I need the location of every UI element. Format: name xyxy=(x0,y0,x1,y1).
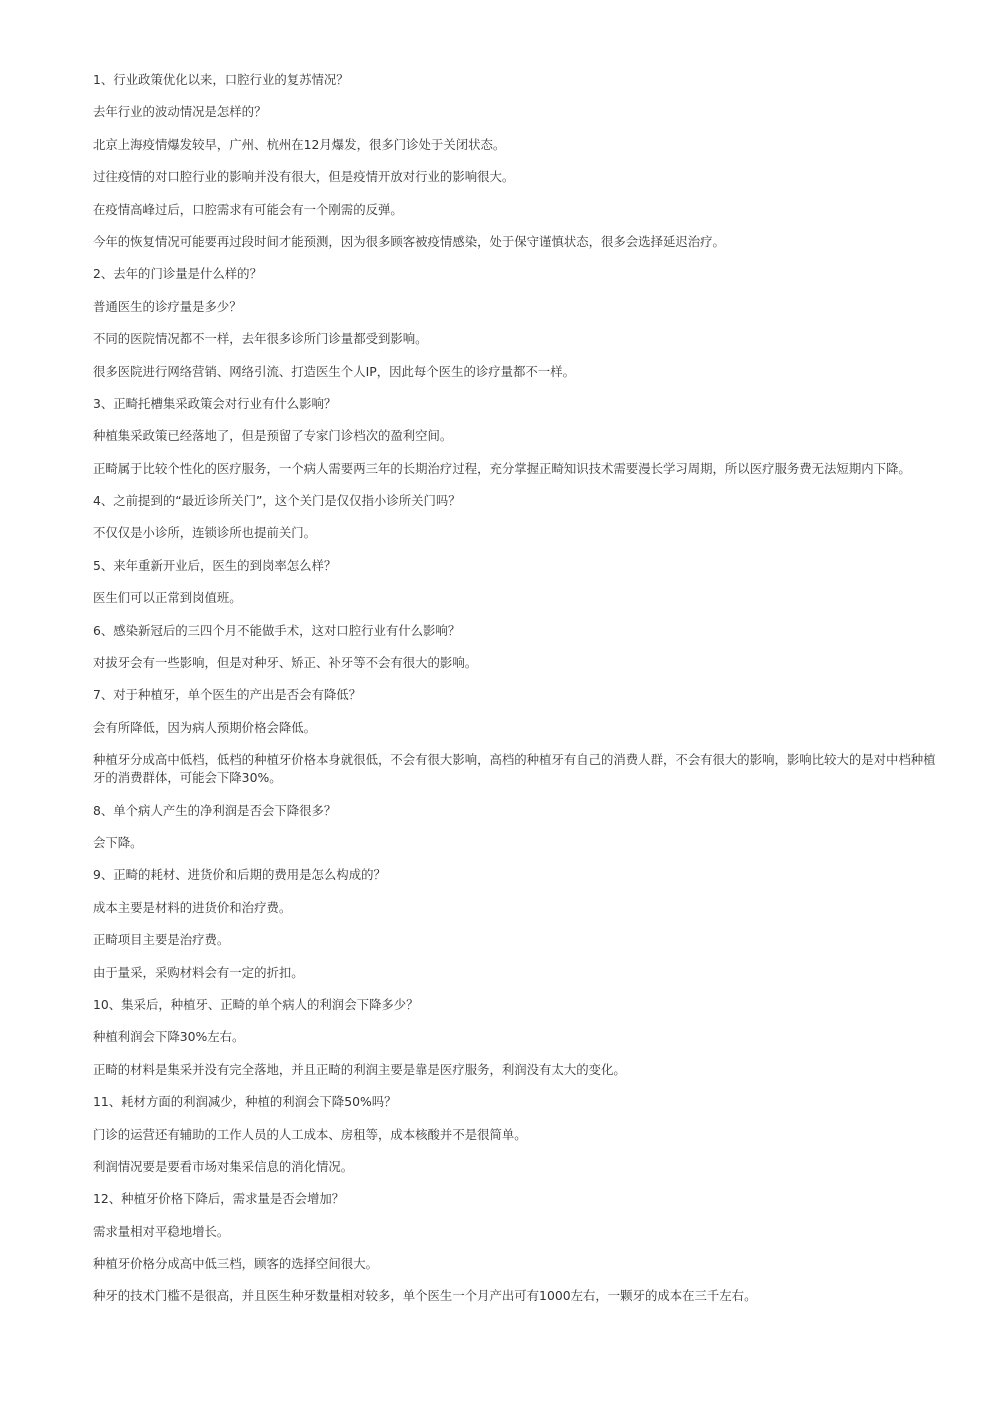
answer-paragraph: 种植牙分成高中低档，低档的种植牙价格本身就很低，不会有很大影响，高档的种植牙有自己的消费人群，不会有很大的影响，影响比较大的是对中档种植牙的消费群体，可能会下降30%。 xyxy=(93,752,936,786)
question-6: 6、感染新冠后的三四个月不能做手术，这对口腔行业有什么影响？ xyxy=(93,622,461,638)
answer-paragraph: 正畸属于比较个性化的医疗服务，一个病人需要两三年的长期治疗过程，充分掌握正畸知识技术需要漫长学习周期，所以医疗服务费无法短期内下降。 xyxy=(93,460,911,476)
question-1: 1、行业政策优化以来，口腔行业的复苏情况？ xyxy=(93,72,349,87)
answer-paragraph: 很多医院进行网络营销、网络引流、打造医生个人IP，因此每个医生的诊疗量都不一样。 xyxy=(93,363,575,379)
answer-paragraph: 种牙的技术门槛不是很高，并且医生种牙数量相对较多，单个医生一个月产出可有1000左右，一颗牙的成本在三千左右。 xyxy=(93,1288,757,1304)
answer-paragraph: 今年的恢复情况可能要再过段时间才能预测，因为很多顾客被疫情感染，处于保守谨慎状态，很多会选择延迟治疗。 xyxy=(93,233,725,249)
question-8: 8、单个病人产生的净利润是否会下降很多？ xyxy=(93,802,337,818)
answer-paragraph: 会下降。 xyxy=(93,834,143,850)
answer-paragraph: 需求量相对平稳地增长。 xyxy=(93,1223,230,1239)
answer-paragraph: 利润情况要是要看市场对集采信息的消化情况。 xyxy=(93,1158,354,1174)
question-10: 10、集采后，种植牙、正畸的单个病人的利润会下降多少？ xyxy=(93,996,419,1012)
answer-paragraph: 种植集采政策已经落地了，但是预留了专家门诊档次的盈利空间。 xyxy=(93,428,453,444)
answer-paragraph: 不同的医院情况都不一样，去年很多诊所门诊量都受到影响。 xyxy=(93,331,428,347)
sub-question: 普通医生的诊疗量是多少？ xyxy=(93,298,242,314)
question-7: 7、对于种植牙，单个医生的产出是否会有降低？ xyxy=(93,687,362,703)
question-9: 9、正畸的耗材、进货价和后期的费用是怎么构成的？ xyxy=(93,867,386,883)
answer-paragraph: 种植牙价格分成高中低三档，顾客的选择空间很大。 xyxy=(93,1256,378,1272)
answer-paragraph: 正畸的材料是集采并没有完全落地，并且正畸的利润主要是靠是医疗服务，利润没有太大的变化。 xyxy=(93,1061,626,1077)
question-12: 12、种植牙价格下降后，需求量是否会增加？ xyxy=(93,1191,345,1207)
question-11: 11、耗材方面的利润减少，种植的利润会下降50%吗？ xyxy=(93,1094,397,1110)
answer-paragraph: 正畸项目主要是治疗费。 xyxy=(93,932,230,948)
answer-paragraph: 成本主要是材料的进货价和治疗费。 xyxy=(93,899,292,915)
answer-paragraph: 对拔牙会有一些影响，但是对种牙、矫正、补牙等不会有很大的影响。 xyxy=(93,655,478,671)
answer-paragraph: 北京上海疫情爆发较早，广州、杭州在12月爆发，很多门诊处于关闭状态。 xyxy=(93,136,506,152)
answer-paragraph: 不仅仅是小诊所，连锁诊所也提前关门。 xyxy=(93,525,317,541)
answer-paragraph: 在疫情高峰过后，口腔需求有可能会有一个刚需的反弹。 xyxy=(93,201,403,217)
answer-paragraph: 门诊的运营还有辅助的工作人员的人工成本、房租等，成本核酸并不是很简单。 xyxy=(93,1126,527,1142)
sub-question: 去年行业的波动情况是怎样的？ xyxy=(93,104,267,120)
question-3: 3、正畸托槽集采政策会对行业有什么影响？ xyxy=(93,395,337,411)
question-2: 2、去年的门诊量是什么样的？ xyxy=(93,266,262,282)
answer-paragraph: 会有所降低，因为病人预期价格会降低。 xyxy=(93,719,317,735)
answer-paragraph: 过往疫情的对口腔行业的影响并没有很大，但是疫情开放对行业的影响很大。 xyxy=(93,169,515,185)
question-4: 4、之前提到的“最近诊所关门”，这个关门是仅仅指小诊所关门吗？ xyxy=(93,493,461,509)
question-5: 5、来年重新开业后，医生的到岗率怎么样？ xyxy=(93,557,337,573)
answer-paragraph: 医生们可以正常到岗值班。 xyxy=(93,590,242,606)
answer-paragraph: 种植利润会下降30%左右。 xyxy=(93,1029,245,1045)
answer-paragraph: 由于量采，采购材料会有一定的折扣。 xyxy=(93,964,304,980)
